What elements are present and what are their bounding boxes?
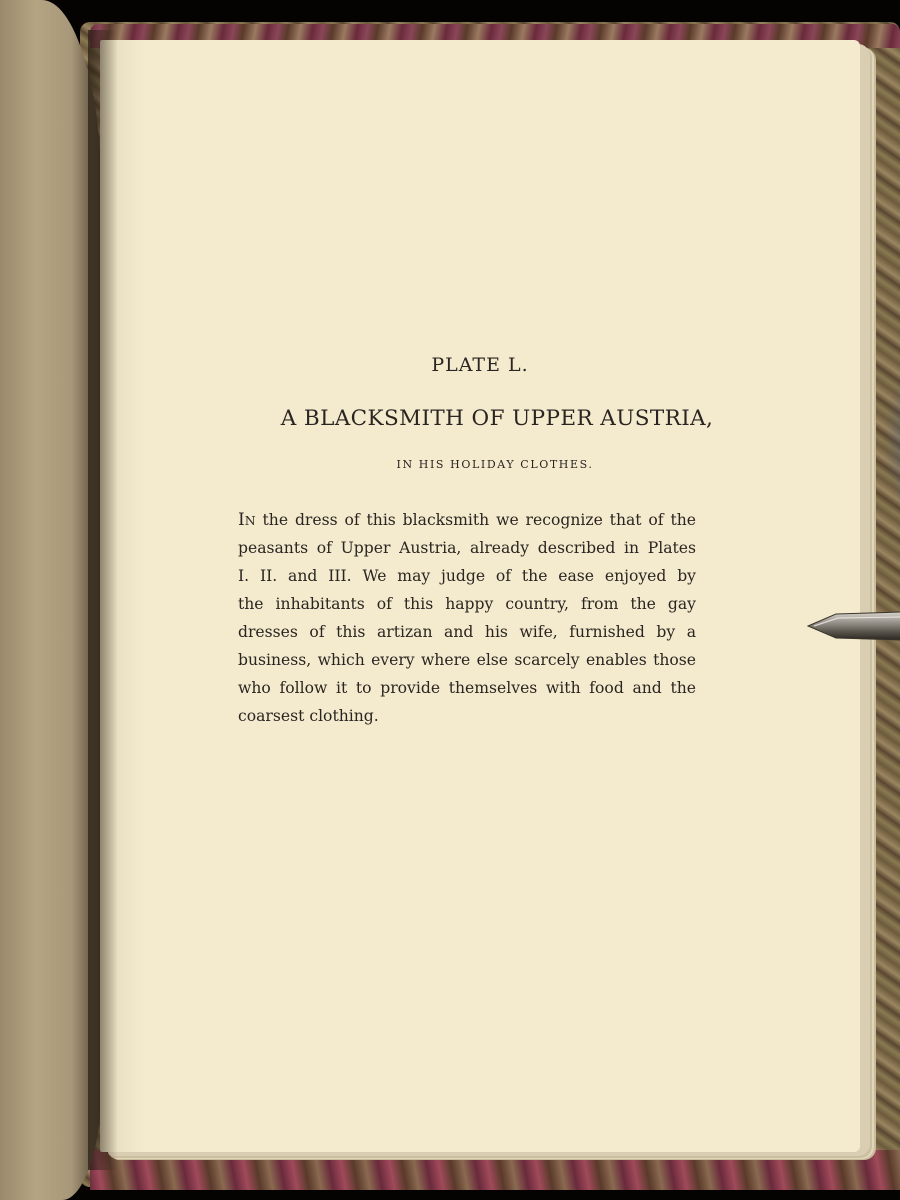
body-line-3: I. II. and III. We may judge of the ease enjoyed by <box>238 567 696 585</box>
cover-bottom-edge <box>90 1150 900 1190</box>
gutter-shadow <box>88 30 118 1170</box>
body-line-5: dresses of this artizan and his wife, furnished by a <box>238 623 696 641</box>
drop-cap-rest: N <box>244 513 256 528</box>
body-line-1 <box>238 506 696 534</box>
body-line-2: peasants of Upper Austria, already described in Plates <box>238 539 696 557</box>
left-facing-page <box>0 0 102 1200</box>
body-line-6: business, which every where else scarcely enables those <box>238 651 696 669</box>
drop-cap: I <box>238 510 245 530</box>
metal-page-pointer-icon <box>806 608 900 644</box>
plate-subtitle: IN HIS HOLIDAY CLOTHES. <box>396 458 594 471</box>
plate-number: PLATE L. <box>431 354 529 376</box>
body-line-7: who follow it to provide themselves with food and the <box>238 679 696 697</box>
body-line-4: the inhabitants of this happy country, from the gay <box>238 595 696 613</box>
plate-page <box>100 40 860 1152</box>
plate-title: A BLACKSMITH OF UPPER AUSTRIA, <box>280 406 714 431</box>
body-line-8: coarsest clothing. <box>238 707 379 725</box>
body-line-1-text: the dress of this blacksmith we recognize that of the <box>255 511 696 529</box>
plate-body <box>238 506 696 730</box>
